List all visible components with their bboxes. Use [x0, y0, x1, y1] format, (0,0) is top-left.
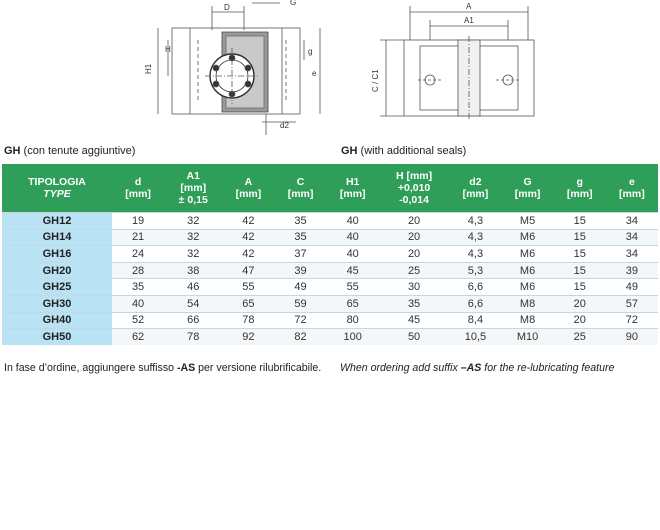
value-cell: 6,6	[449, 295, 501, 312]
caption-english-code: GH	[341, 145, 358, 157]
caption-english	[341, 145, 466, 157]
value-cell: 19	[112, 213, 164, 230]
side-view	[380, 6, 534, 120]
type-cell: GH40	[2, 312, 112, 329]
column-header	[164, 164, 222, 213]
value-cell: 54	[164, 295, 222, 312]
value-cell: M6	[502, 246, 554, 263]
value-cell: 20	[379, 213, 450, 230]
type-cell: GH14	[2, 229, 112, 246]
value-cell: 20	[379, 229, 450, 246]
column-header	[112, 164, 164, 213]
note-italian-pre: In fase d’ordine, aggiungere suffisso	[4, 362, 177, 374]
value-cell: 40	[112, 295, 164, 312]
value-cell: 100	[327, 329, 379, 345]
column-header-line: G	[523, 176, 532, 188]
value-cell: 65	[222, 295, 274, 312]
value-cell: 24	[112, 246, 164, 263]
value-cell: M6	[502, 262, 554, 279]
label-d2: d2	[280, 121, 289, 130]
column-header	[449, 164, 501, 213]
value-cell: 78	[164, 329, 222, 345]
table-row	[2, 312, 658, 329]
column-header-line: [mm]	[125, 188, 151, 200]
note-english-suffix: –AS	[460, 362, 482, 374]
column-header-line: [mm]	[339, 188, 366, 200]
label-e: e	[312, 69, 317, 78]
column-header-line: -0,014	[399, 194, 429, 206]
column-header-line: TIPOLOGIA	[28, 176, 86, 188]
value-cell: 8,4	[449, 312, 501, 329]
table-row	[2, 246, 658, 263]
label-d: D	[224, 3, 230, 12]
value-cell: 80	[327, 312, 379, 329]
value-cell: M8	[502, 295, 554, 312]
value-cell: 40	[327, 246, 379, 263]
value-cell: 20	[554, 312, 606, 329]
label-g-upper: G	[290, 0, 297, 7]
column-header	[222, 164, 274, 213]
value-cell: 46	[164, 279, 222, 296]
label-h1: H1	[144, 63, 153, 74]
type-cell: GH25	[2, 279, 112, 296]
value-cell: 49	[606, 279, 658, 296]
value-cell: 6,6	[449, 279, 501, 296]
value-cell: M5	[502, 213, 554, 230]
value-cell: 49	[274, 279, 326, 296]
value-cell: 50	[379, 329, 450, 345]
column-header	[274, 164, 326, 213]
value-cell: 39	[274, 262, 326, 279]
label-h: H	[165, 45, 171, 54]
value-cell: M10	[502, 329, 554, 345]
column-header-line: [mm]	[287, 188, 314, 200]
column-header	[327, 164, 379, 213]
column-header-line: C	[296, 176, 305, 188]
value-cell: 30	[379, 279, 450, 296]
column-header	[554, 164, 606, 213]
value-cell: 20	[379, 246, 450, 263]
value-cell: 5,3	[449, 262, 501, 279]
column-header-line: [mm]	[619, 188, 645, 200]
value-cell: 78	[222, 312, 274, 329]
column-header-line: +0,010	[397, 182, 431, 194]
value-cell: 55	[327, 279, 379, 296]
note-italian-post: per versione rilubrificabile.	[195, 362, 322, 374]
value-cell: 62	[112, 329, 164, 345]
value-cell: 38	[164, 262, 222, 279]
value-cell: 40	[327, 213, 379, 230]
value-cell: 66	[164, 312, 222, 329]
ordering-note-italian	[4, 362, 329, 375]
column-header	[2, 164, 112, 213]
table-row	[2, 279, 658, 296]
value-cell: 25	[379, 262, 450, 279]
value-cell: 10,5	[449, 329, 501, 345]
value-cell: M6	[502, 279, 554, 296]
column-header-line: A1	[186, 170, 200, 182]
caption-italian-text: (con tenute aggiuntive)	[20, 145, 136, 157]
value-cell: 21	[112, 229, 164, 246]
caption-italian	[4, 145, 135, 157]
value-cell: 35	[274, 213, 326, 230]
type-cell: GH16	[2, 246, 112, 263]
column-header-line: [mm]	[180, 182, 207, 194]
table-row	[2, 262, 658, 279]
value-cell: 4,3	[449, 229, 501, 246]
type-cell: GH20	[2, 262, 112, 279]
note-italian-suffix: -AS	[176, 362, 196, 374]
value-cell: 34	[606, 229, 658, 246]
value-cell: 32	[164, 246, 222, 263]
value-cell: 35	[274, 229, 326, 246]
value-cell: 15	[554, 213, 606, 230]
column-header-line: e	[628, 176, 635, 188]
value-cell: 15	[554, 246, 606, 263]
value-cell: 32	[164, 229, 222, 246]
label-a1: A1	[464, 16, 474, 25]
caption-italian-code: GH	[4, 145, 21, 157]
type-cell: GH50	[2, 329, 112, 345]
value-cell: 37	[274, 246, 326, 263]
column-header-line: [mm]	[514, 188, 541, 200]
column-header-line: d2	[469, 176, 482, 188]
value-cell: 35	[112, 279, 164, 296]
value-cell: 32	[164, 213, 222, 230]
value-cell: 28	[112, 262, 164, 279]
column-header	[502, 164, 554, 213]
note-english-pre: When ordering add suffix	[340, 362, 461, 374]
value-cell: 25	[554, 329, 606, 345]
value-cell: 39	[606, 262, 658, 279]
value-cell: 52	[112, 312, 164, 329]
value-cell: 72	[606, 312, 658, 329]
column-header-line: ± 0,15	[178, 194, 208, 206]
value-cell: 4,3	[449, 246, 501, 263]
table-header-row	[2, 164, 658, 213]
table-row	[2, 213, 658, 230]
table-body	[2, 213, 658, 345]
column-header-line: H [mm]	[395, 170, 433, 182]
value-cell: 90	[606, 329, 658, 345]
value-cell: 42	[222, 229, 274, 246]
column-header-line: [mm]	[235, 188, 262, 200]
column-header-line: [mm]	[566, 188, 593, 200]
column-header-line: d	[134, 176, 142, 188]
column-header-line: [mm]	[462, 188, 489, 200]
column-header-line: g	[576, 176, 583, 188]
ordering-note-english	[340, 362, 614, 375]
type-cell: GH12	[2, 213, 112, 230]
note-english-post: for the re-lubricating feature	[481, 362, 615, 374]
caption-english-text: (with additional seals)	[357, 145, 467, 157]
value-cell: 34	[606, 246, 658, 263]
spec-table	[2, 164, 658, 345]
value-cell: 55	[222, 279, 274, 296]
cross-section-view	[158, 3, 320, 135]
table-row	[2, 295, 658, 312]
table-row	[2, 229, 658, 246]
label-g-lower: g	[308, 47, 313, 56]
value-cell: 92	[222, 329, 274, 345]
column-header-line: A	[244, 176, 253, 188]
value-cell: 15	[554, 279, 606, 296]
value-cell: 35	[379, 295, 450, 312]
column-header-line: TYPE	[43, 188, 71, 200]
label-a: A	[466, 2, 472, 11]
value-cell: 15	[554, 262, 606, 279]
value-cell: 59	[274, 295, 326, 312]
type-cell: GH30	[2, 295, 112, 312]
value-cell: 4,3	[449, 213, 501, 230]
value-cell: 42	[222, 213, 274, 230]
column-header	[606, 164, 658, 213]
column-header	[379, 164, 450, 213]
value-cell: 82	[274, 329, 326, 345]
table-row	[2, 329, 658, 345]
value-cell: 72	[274, 312, 326, 329]
value-cell: M8	[502, 312, 554, 329]
value-cell: 57	[606, 295, 658, 312]
value-cell: 34	[606, 213, 658, 230]
column-header-line: H1	[345, 176, 360, 188]
value-cell: 47	[222, 262, 274, 279]
value-cell: 20	[554, 295, 606, 312]
label-c-c1: C / C1	[371, 69, 380, 92]
value-cell: 42	[222, 246, 274, 263]
value-cell: M6	[502, 229, 554, 246]
value-cell: 15	[554, 229, 606, 246]
value-cell: 40	[327, 229, 379, 246]
value-cell: 45	[379, 312, 450, 329]
technical-drawing	[0, 0, 660, 140]
value-cell: 45	[327, 262, 379, 279]
value-cell: 65	[327, 295, 379, 312]
